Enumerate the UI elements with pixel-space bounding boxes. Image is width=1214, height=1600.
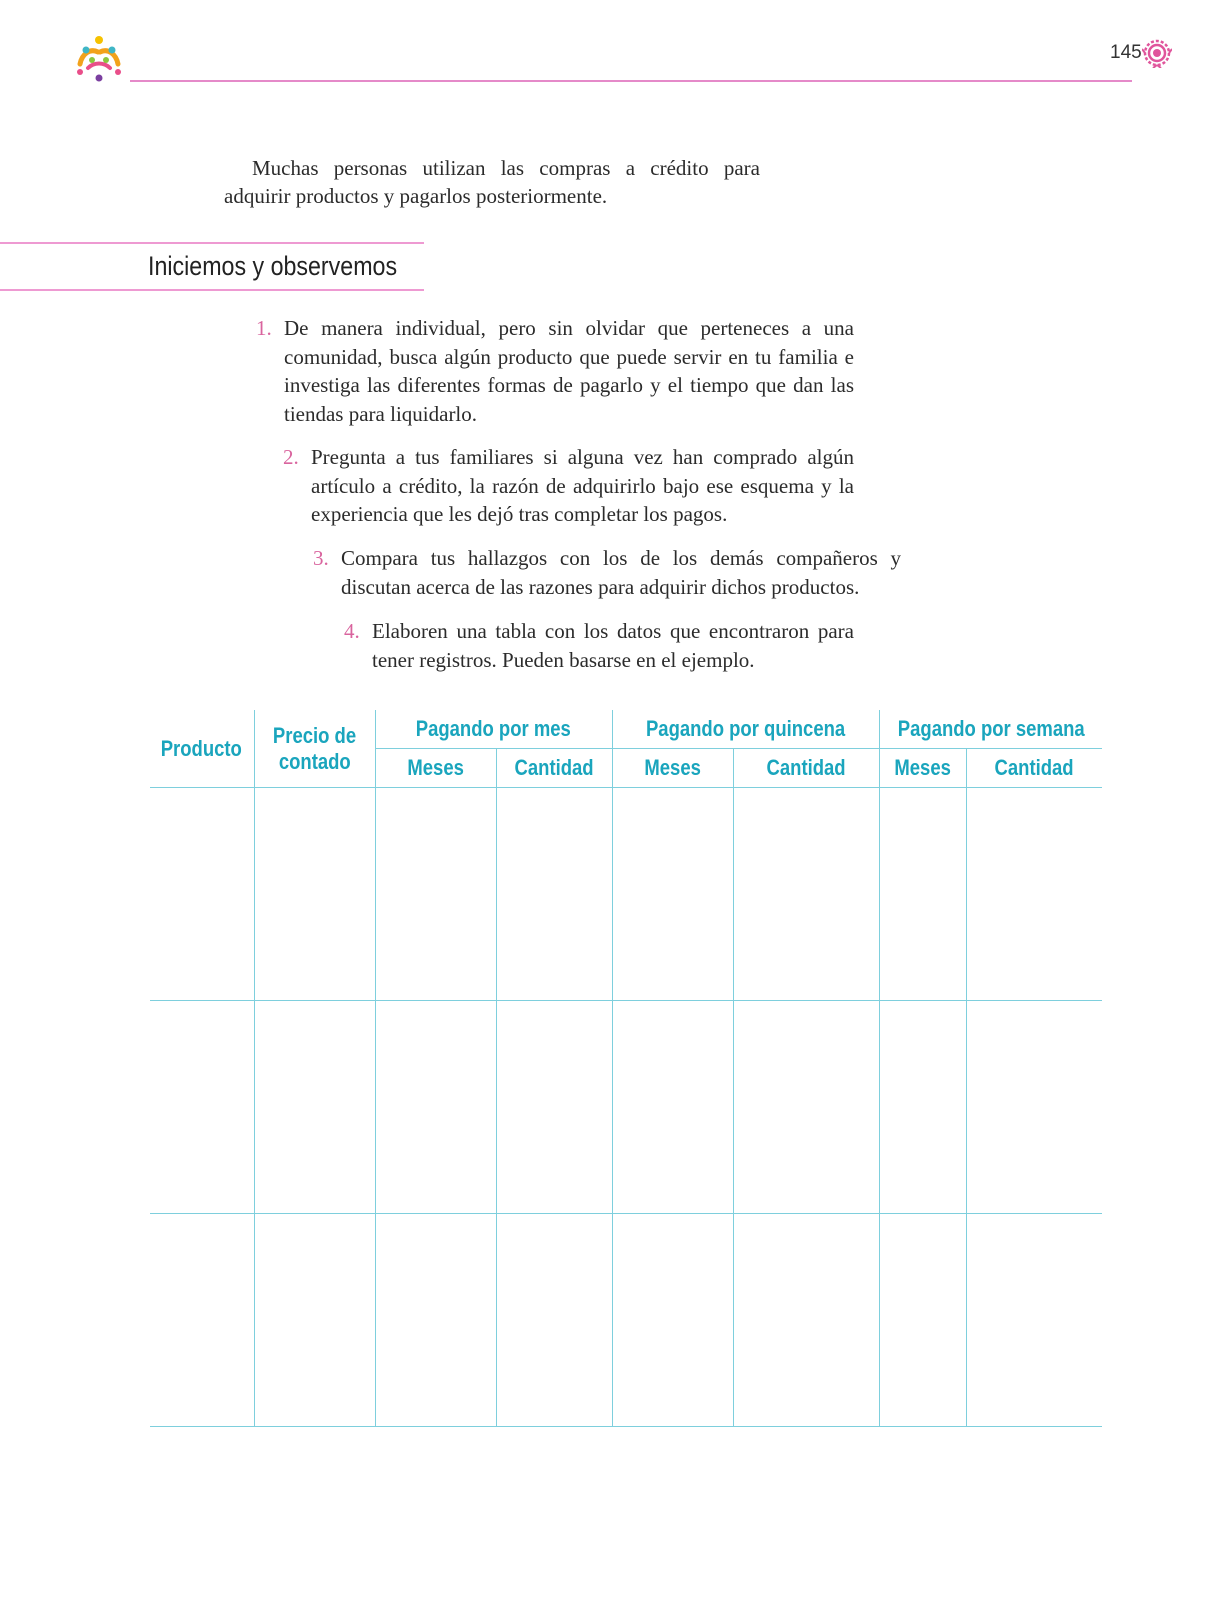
header-precio-line1: Precio de xyxy=(272,722,357,748)
table-cell xyxy=(375,1001,496,1214)
table-cell xyxy=(879,788,966,1001)
intro-paragraph xyxy=(224,154,760,210)
section-title: Iniciemos y observemos xyxy=(148,251,398,281)
section-header xyxy=(0,242,424,291)
table-row xyxy=(150,1001,1102,1214)
table-cell xyxy=(254,1214,375,1427)
table-cell xyxy=(733,1214,879,1427)
table-cell xyxy=(496,1001,612,1214)
table-row xyxy=(150,788,1102,1001)
header-precio-contado xyxy=(254,710,375,788)
table-cell xyxy=(966,788,1102,1001)
table-row xyxy=(150,1214,1102,1427)
table-cell xyxy=(966,1001,1102,1214)
activity-text: Compara tus hallazgos con los de los demás compañeros y discutan acerca de las razones para adquirir dichos productos. xyxy=(341,546,901,599)
page-number: 145 xyxy=(1110,42,1142,63)
activity-number: 2. xyxy=(283,445,299,469)
table-cell xyxy=(612,788,733,1001)
table-cell xyxy=(612,1214,733,1427)
subheader-meses: Meses xyxy=(375,749,496,788)
table-cell xyxy=(966,1214,1102,1427)
table-cell xyxy=(150,788,254,1001)
credit-payment-table xyxy=(150,710,1102,1427)
header-precio-line2: contado xyxy=(278,748,351,774)
table-cell xyxy=(150,1001,254,1214)
activity-number: 4. xyxy=(344,619,360,643)
intro-text: Muchas personas utilizan las compras a crédito para adquirir productos y pagarlos posteriormente. xyxy=(224,156,760,208)
table-cell xyxy=(496,1214,612,1427)
table-cell xyxy=(879,1214,966,1427)
activity-text: De manera individual, pero sin olvidar que perteneces a una comunidad, busca algún producto que puede servir en tu familia e investiga las diferentes formas de pagarlo y el tiempo que dan las tiendas para liquidarlo. xyxy=(284,316,854,426)
header-rule xyxy=(130,80,1132,82)
activity-item xyxy=(344,617,854,674)
subheader-cantidad: Cantidad xyxy=(496,749,612,788)
header-pagando-por-mes: Pagando por mes xyxy=(375,710,612,749)
header-pagando-por-quincena: Pagando por quincena xyxy=(612,710,879,749)
activity-item xyxy=(283,443,854,529)
dancing-figures-logo xyxy=(72,34,126,84)
header-pagando-por-semana: Pagando por semana xyxy=(879,710,1102,749)
activity-item xyxy=(313,544,901,601)
header-producto: Producto xyxy=(150,710,254,788)
table-cell xyxy=(733,1001,879,1214)
subheader-cantidad: Cantidad xyxy=(966,749,1102,788)
subheader-meses: Meses xyxy=(879,749,966,788)
table-cell xyxy=(496,788,612,1001)
table-cell xyxy=(879,1001,966,1214)
activity-text: Pregunta a tus familiares si alguna vez han comprado algún artículo a crédito, la razón de adquirirlo bajo ese esquema y la experiencia que les dejó tras completar los pagos. xyxy=(311,445,854,526)
table-cell xyxy=(254,788,375,1001)
table-cell xyxy=(375,788,496,1001)
activity-number: 1. xyxy=(256,316,272,340)
table-cell xyxy=(375,1214,496,1427)
table-cell xyxy=(612,1001,733,1214)
table-cell xyxy=(733,788,879,1001)
activity-text: Elaboren una tabla con los datos que encontraron para tener registros. Pueden basarse en el ejemplo. xyxy=(372,619,854,672)
subheader-cantidad: Cantidad xyxy=(733,749,879,788)
activity-number: 3. xyxy=(313,546,329,570)
subheader-meses: Meses xyxy=(612,749,733,788)
pink-rosette-icon xyxy=(1142,38,1172,68)
activity-item xyxy=(256,314,854,428)
table-cell xyxy=(254,1001,375,1214)
table-cell xyxy=(150,1214,254,1427)
